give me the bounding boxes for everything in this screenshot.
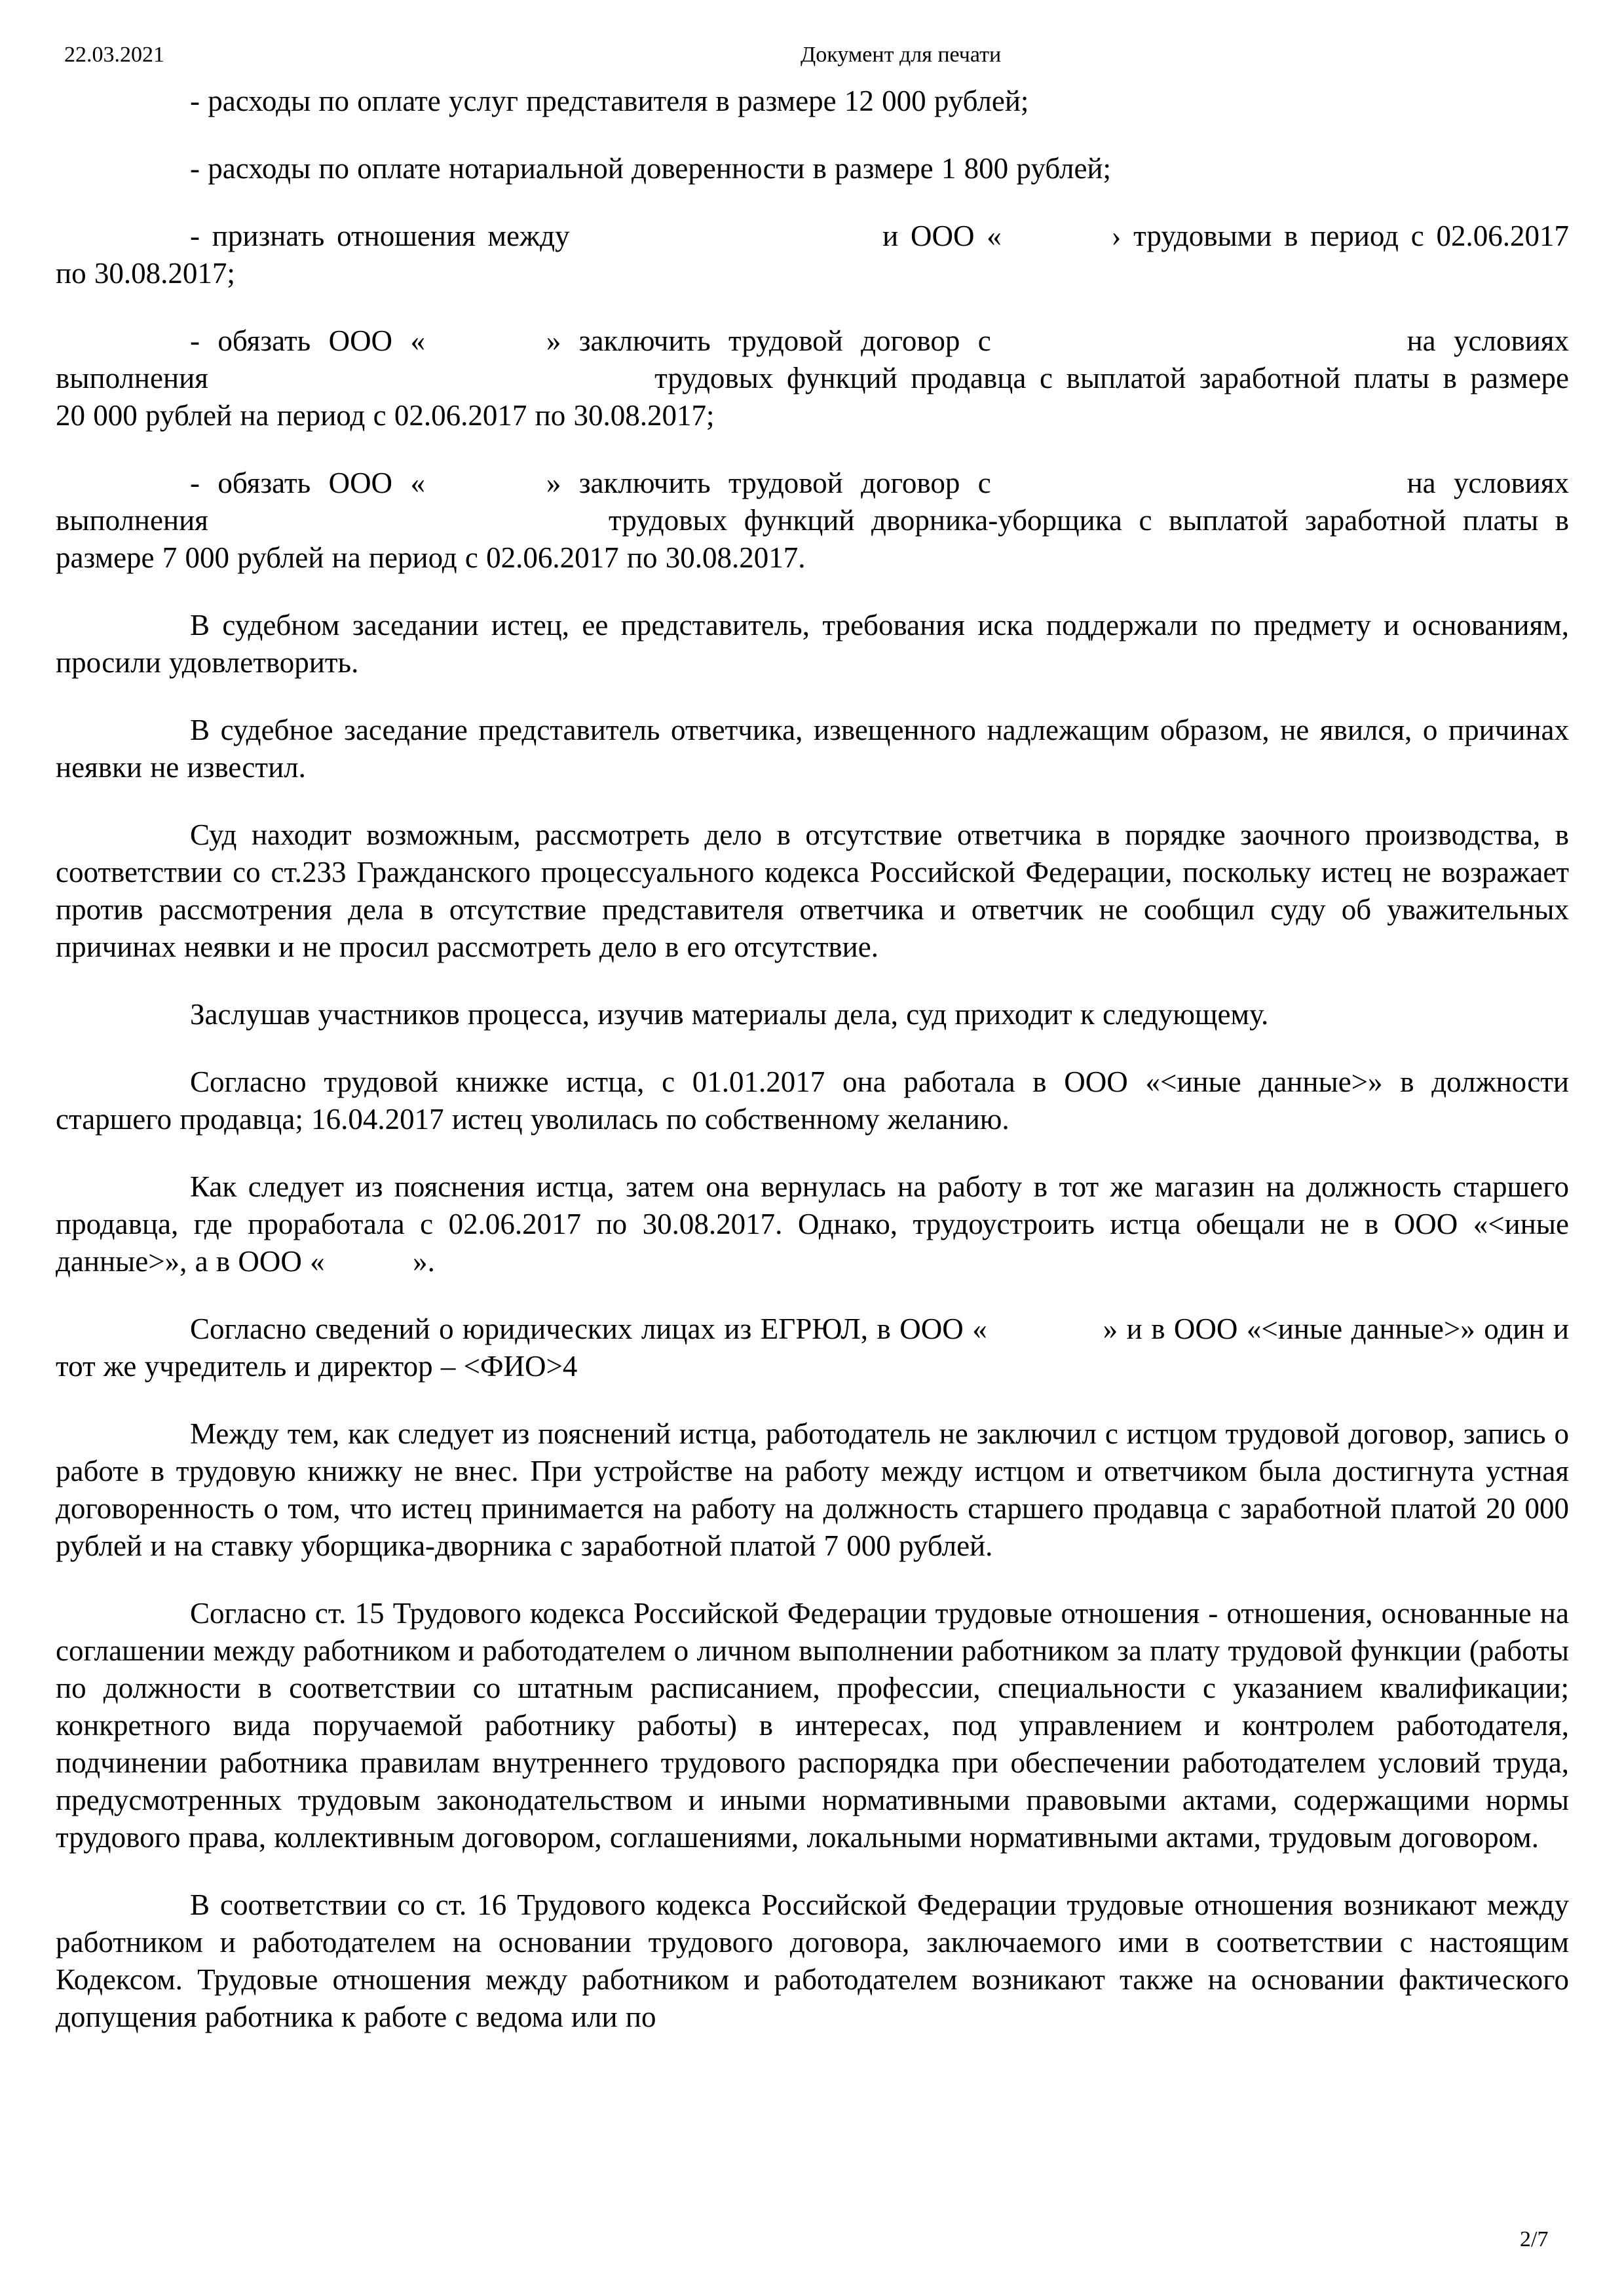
text-segment: » заключить трудовой договор с [546,324,991,357]
redacted-gap [582,244,870,246]
text-segment: трудовых функций продавца с выплатой заработной платы в размере 20 000 рублей на период с 02.06.2017 по 30.08.2017; [56,362,1570,432]
text-segment: на условиях выполнения [56,467,1570,537]
text-segment: Суд находит возможным, рассмотреть дело в отсутствие ответчика в порядке заочного производства, в соответствии со ст.233 Гражданского процессуального кодекса Российской Федерации, поскольку истец не возражает против рассмотрения дела в отсутствие представителя ответчика и ответчик не сообщил суду об уважительных причинах неявки и не просил рассмотреть дело в его отсутствие. [56,818,1569,963]
paragraph [56,996,1569,1033]
redacted-gap [1009,349,1389,351]
paragraph [56,1595,1569,1856]
paragraph [56,1311,1569,1385]
text-segment: В соответствии со ст. 16 Трудового кодекса Российской Федерации трудовые отношения возникают между работником и работодателем на основании трудового договора, заключаемого ими в соответствии с настоящим Кодексом. Трудовые отношения между работником и работодателем возникают также на основании фактического допущения работника к работе с ведома или по [56,1888,1569,2033]
text-segment: Между тем, как следует из пояснений истца, работодатель не заключил с истцом трудовой договор, запись о работе в трудовую книжку не внес. При устройстве на работу между истцом и ответчиком была достигнута устная договоренность о том, что истец принимается на работу на должность старшего продавца с заработной платой 20 000 рублей и на ставку уборщика-дворника с заработной платой 7 000 рублей. [56,1417,1569,1562]
paragraph [56,1886,1569,2036]
redacted-gap [1009,491,1389,493]
text-segment: трудовых функций дворника-уборщика с выплатой заработной платы в размере 7 000 рублей на период с 02.06.2017 по 30.08.2017. [56,504,1570,574]
paragraph [56,465,1569,577]
text-segment: - расходы по оплате нотариальной доверенности в размере 1 800 рублей; [190,152,1112,185]
header-title: Документ для печати [801,43,1002,67]
paragraph [56,712,1569,786]
text-segment: ». [413,1245,435,1278]
text-segment: » и в ООО «<иные данные>» один и тот же учредитель и директор – <ФИО>4 [56,1312,1570,1383]
header-date: 22.03.2021 [64,43,164,67]
text-segment: Согласно сведений о юридических лицах из ЕГРЮЛ, в ООО « [190,1312,987,1345]
redacted-gap [225,529,592,530]
redacted-gap [443,491,528,493]
paragraph [56,816,1569,966]
paragraph [56,150,1569,187]
text-segment: Согласно трудовой книжке истца, с 01.01.2017 она работала в ООО «<иные данные>» в должности старшего продавца; 16.04.2017 истец уволилась по собственному желанию. [56,1065,1569,1136]
text-segment: Как следует из пояснения истца, затем она вернулась на работу в тот же магазин на должность старшего продавца, где проработала с 02.06.2017 по 30.08.2017. Однако, трудоустроить истца обещали не в ООО «<иные данные>», а в ООО « [56,1170,1569,1278]
text-segment: - обязать ООО « [190,467,425,499]
text-segment: - расходы по оплате услуг представителя в размере 12 000 рублей; [190,85,1029,117]
document-body [56,83,1569,2066]
redacted-gap [1014,244,1099,246]
paragraph [56,218,1569,292]
paragraph [56,607,1569,681]
text-segment: » заключить трудовой договор с [546,467,991,499]
text-segment: Заслушав участников процесса, изучив материалы дела, суд приходит к следующему. [190,998,1269,1031]
text-segment: и ООО « [882,220,1002,252]
paragraph [56,83,1569,120]
redacted-gap [333,1270,405,1271]
text-segment: на условиях выполнения [56,324,1570,394]
text-segment: - обязать ООО « [190,324,425,357]
paragraph [56,1415,1569,1565]
redacted-gap [222,387,641,388]
text-segment: › трудовыми в период с 02.06.2017 по 30.08.2017; [56,220,1569,290]
page-number: 2/7 [1520,2227,1549,2251]
paragraph [56,1063,1569,1138]
text-segment: В судебное заседание представитель ответчика, извещенного надлежащим образом, не явился, о причинах неявки не известил. [56,714,1569,784]
text-segment: В судебном заседании истец, ее представитель, требования иска поддержали по предмету и основаниям, просили удовлетворить. [56,609,1569,679]
paragraph [56,1168,1569,1280]
redacted-gap [443,349,528,351]
redacted-gap [996,1337,1094,1339]
text-segment: Согласно ст. 15 Трудового кодекса Российской Федерации трудовые отношения - отношения, основанные на соглашении между работником и работодателем о личном выполнении работником за плату трудовой функции (работы по должности в соответствии со штатным расписанием, профессии, специальности с указанием квалификации; конкретного вида поручаемой работнику работы) в интересах, под управлением и контролем работодателя, подчинении работника правилам внутреннего трудового распорядка при обеспечении работодателем условий труда, предусмотренных трудовым законодательством и иными нормативными правовыми актами, содержащими нормы трудового права, коллективным договором, соглашениями, локальными нормативными актами, трудовым договором. [56,1597,1569,1854]
text-segment: - признать отношения между [190,220,570,252]
paragraph [56,322,1569,434]
